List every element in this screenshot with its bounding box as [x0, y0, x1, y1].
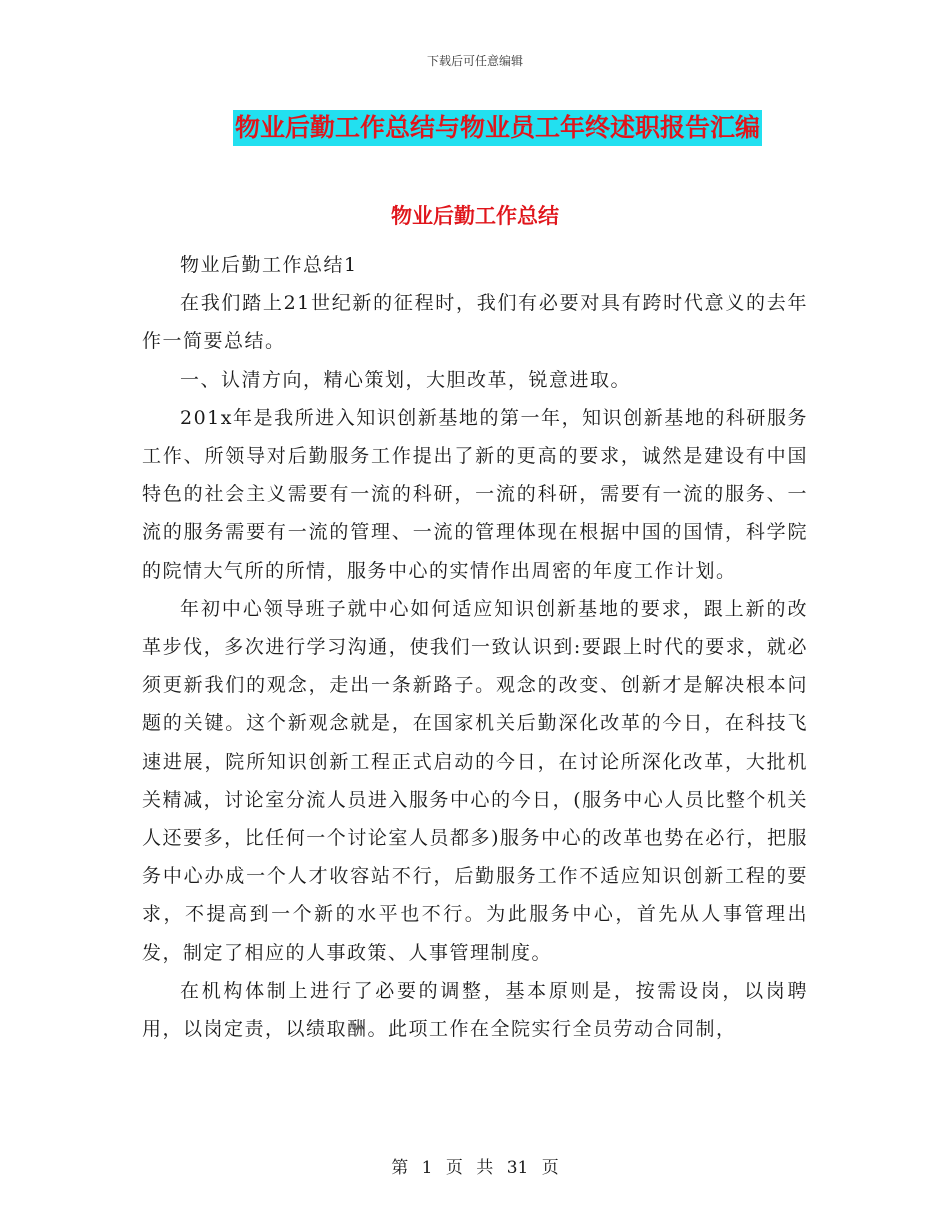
paragraph: 在我们踏上21世纪新的征程时，我们有必要对具有跨时代意义的去年作一简要总结。 [142, 292, 808, 353]
paragraph: 年初中心领导班子就中心如何适应知识创新基地的要求，跟上新的改革步伐，多次进行学习沟通，使我们一致认识到:要跟上时代的要求，就必须更新我们的观念，走出一条新路子。观念的改变、创新才是解决根本问题的关键。这个新观念就是，在国家机关后勤深化改革的今日，在科技飞速进展，院所知识创新工程正式启动的今日，在讨论所深化改革，大批机关精减，讨论室分流人员进入服务中心的今日，(服务中心人员比整个机关人还要多，比任何一个讨论室人员都多)服务中心的改革也势在必行，把服务中心办成一个人才收容站不行，后勤服务工作不适应知识创新工程的要求，不提高到一个新的水平也不行。为此服务中心，首先从人事管理出发，制定了相应的人事政策、人事管理制度。 [142, 597, 808, 964]
document-title: 物业后勤工作总结与物业员工年终述职报告汇编 [233, 110, 762, 146]
section-heading: 物业后勤工作总结 [391, 204, 559, 228]
document-body [142, 246, 808, 1048]
paragraph: 一、认清方向，精心策划，大胆改革，锐意进取。 [180, 368, 632, 391]
paragraph: 在机构体制上进行了必要的调整，基本原则是，按需设岗，以岗聘用，以岗定责，以绩取酬。此项工作在全院实行全员劳动合同制， [142, 979, 808, 1041]
page-number-footer: 第 1 页 共 31 页 [391, 1158, 559, 1178]
paragraph: 201x年是我所进入知识创新基地的第一年，知识创新基地的科研服务工作、所领导对后勤服务工作提出了新的更高的要求，诚然是建设有中国特色的社会主义需要有一流的科研，一流的科研，需要有一流的服务、一流的服务需要有一流的管理、一流的管理体现在根据中国的国情，科学院的院情大气所的所情，服务中心的实情作出周密的年度工作计划。 [142, 406, 808, 582]
document-title-container [0, 110, 950, 146]
paragraph: 物业后勤工作总结1 [180, 254, 358, 276]
page-header-note: 下载后可任意编辑 [426, 54, 523, 68]
